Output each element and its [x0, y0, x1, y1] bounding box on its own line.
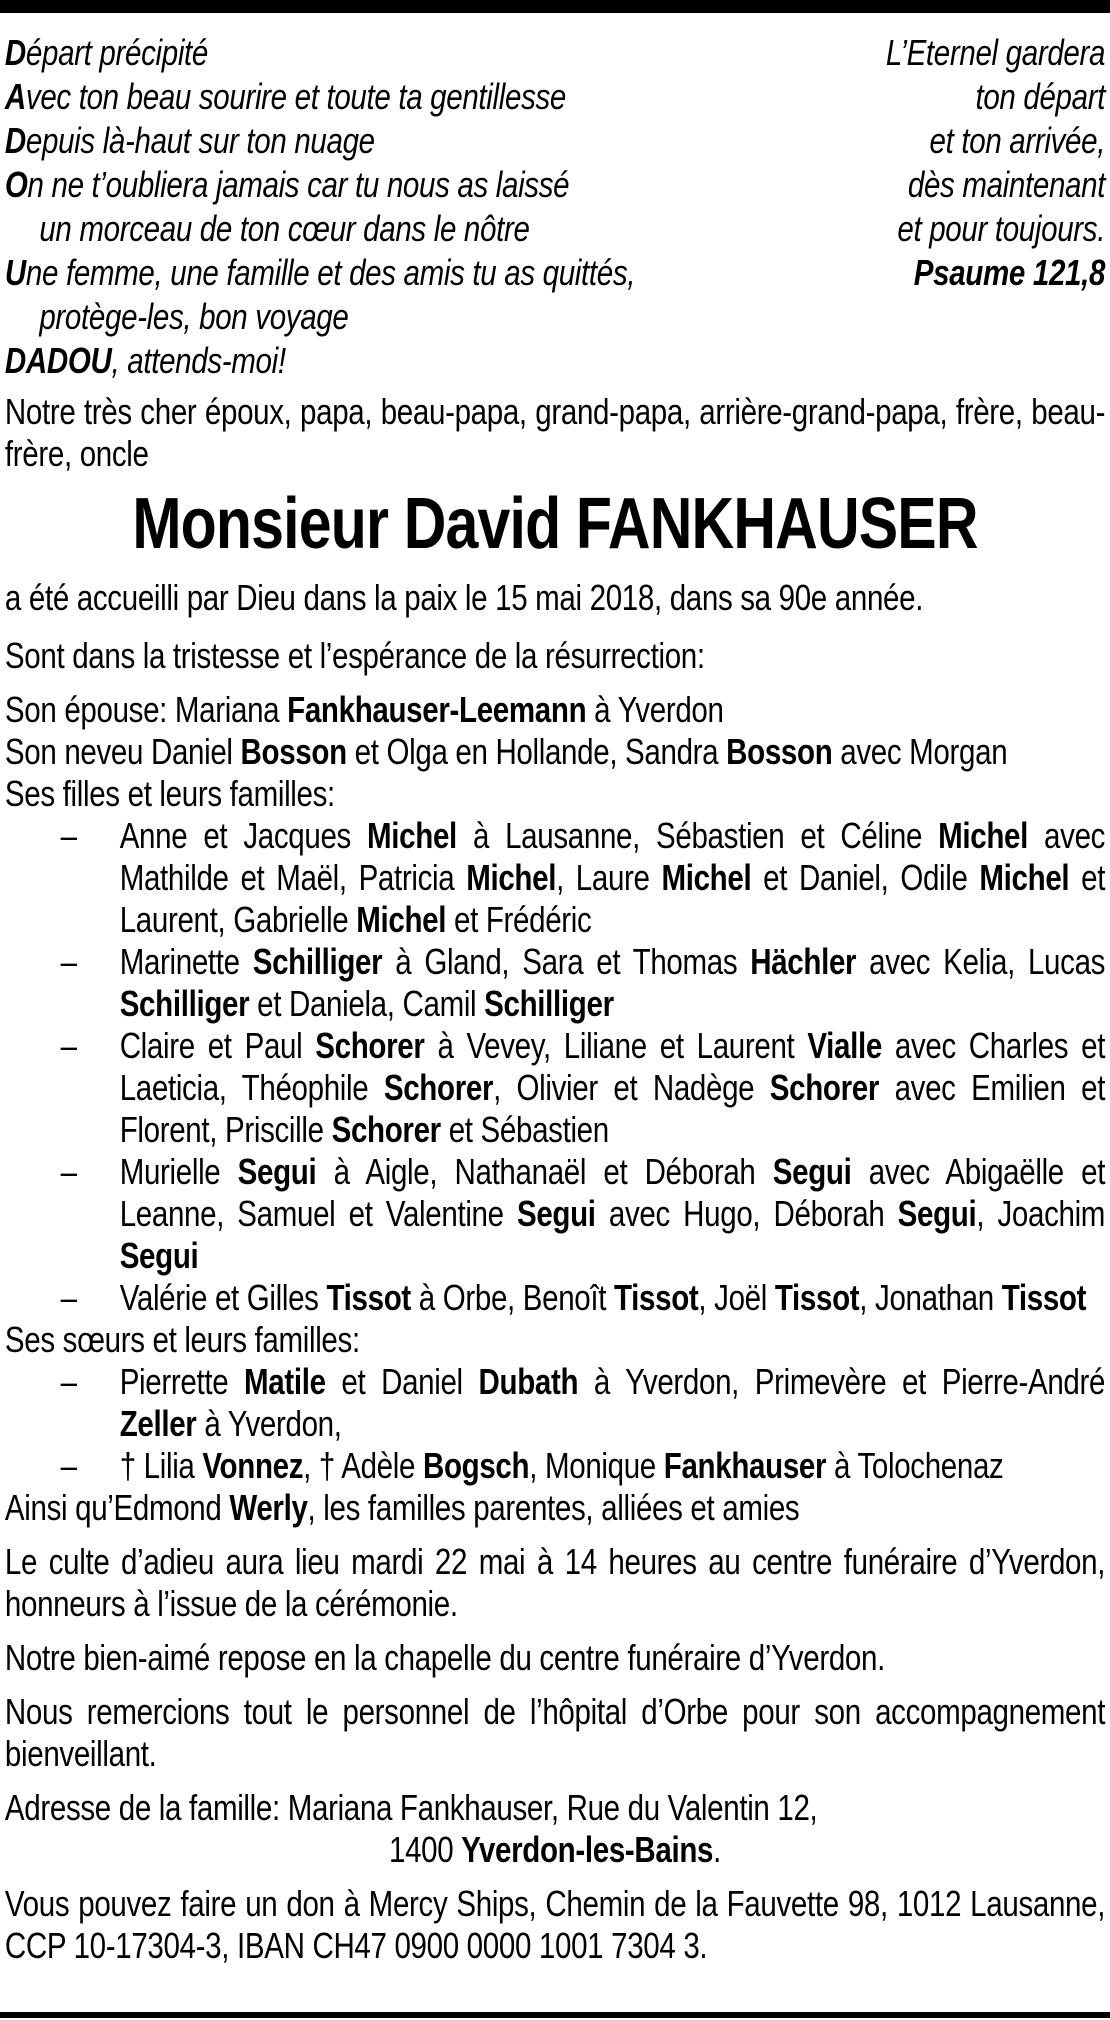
list-item	[5, 941, 1105, 1025]
sisters-heading: Ses sœurs et leurs familles:	[4, 1319, 360, 1360]
death-announcement: a été accueilli par Dieu dans la paix le 15 mai 2018, dans sa 90e année.	[4, 577, 924, 618]
text-segment: avec Kelia, Lucas	[856, 941, 1106, 982]
text-segment: , Monique	[529, 1445, 664, 1486]
deceased-name-title: Monsieur David FANKHAUSER	[132, 484, 978, 564]
text-segment: , attends-moi!	[111, 340, 286, 381]
verse-line	[886, 119, 1105, 163]
text-segment: Bosson	[240, 731, 347, 772]
text-segment: à Gland, Sara et Thomas	[382, 941, 751, 982]
family-address	[5, 1787, 1105, 1871]
list-item	[5, 1361, 1105, 1445]
list-item	[5, 1025, 1105, 1151]
list-item-text	[120, 1151, 1105, 1276]
text-segment: Vialle	[807, 1025, 882, 1066]
verse-line	[886, 75, 1105, 119]
text-segment: D	[4, 120, 26, 161]
list-item-text	[120, 1025, 1105, 1150]
verse-line	[886, 31, 1105, 75]
list-item	[5, 1277, 1105, 1319]
text-segment: avec Morgan	[832, 731, 1008, 772]
list-item	[5, 1445, 1105, 1487]
text-segment: et Olga en Hollande, Sandra	[346, 731, 727, 772]
poem-line	[5, 251, 635, 295]
text-segment: Werly	[229, 1487, 308, 1528]
text-segment: et Daniela, Camil	[249, 983, 485, 1024]
text-segment: Michel	[466, 857, 557, 898]
text-segment: Tissot	[614, 1277, 699, 1318]
text-segment: , Olivier et Nadège	[493, 1067, 770, 1108]
text-segment: avec Emilien et Florent, Priscille	[119, 1067, 1106, 1150]
sheet	[0, 13, 1110, 1967]
ceremony-paragraph: Le culte d’adieu aura lieu mardi 22 mai à 14 heures au centre funéraire d’Yverdon, honneurs à l’issue de la cérémonie.	[4, 1541, 1106, 1624]
text-segment: Fankhauser	[663, 1445, 827, 1486]
text-segment: Schilliger	[484, 983, 614, 1024]
nephew-line	[5, 731, 1105, 773]
text-segment: Murielle	[119, 1151, 238, 1192]
text-segment: un morceau de ton cœur dans le nôtre	[39, 208, 530, 249]
text-segment: O	[4, 164, 28, 205]
text-segment: à Yverdon,	[196, 1403, 342, 1444]
list-item-text	[120, 1361, 1105, 1444]
text-segment: et pour toujours.	[897, 208, 1106, 249]
text-segment: Valérie et Gilles	[119, 1277, 327, 1318]
text-segment: epuis là-haut sur ton nuage	[25, 120, 375, 161]
daughters-list	[5, 815, 1105, 1319]
bullet-dash: –	[60, 1361, 77, 1402]
text-segment: Ainsi qu’Edmond	[4, 1487, 230, 1528]
text-segment: protège-les, bon voyage	[39, 296, 349, 337]
address-line: Adresse de la famille: Mariana Fankhauser, Rue du Valentin 12,	[4, 1787, 818, 1828]
text-segment: à Tolochenaz	[826, 1445, 1004, 1486]
text-segment: Schorer	[769, 1067, 880, 1108]
text-segment: et Daniel, Odile	[751, 857, 980, 898]
text-segment: Michel	[367, 815, 457, 856]
bullet-dash: –	[60, 1445, 77, 1486]
sisters-list	[5, 1361, 1105, 1487]
text-segment: Segui	[237, 1151, 317, 1192]
text-segment: à Aigle, Nathanaël et Déborah	[316, 1151, 773, 1192]
poem-line	[5, 119, 635, 163]
verse-reference	[886, 251, 1105, 295]
family-section	[5, 689, 1105, 1529]
verse-line	[886, 207, 1105, 251]
text-segment: et Sébastien	[440, 1109, 609, 1150]
text-segment: , Joël	[698, 1277, 775, 1318]
list-item	[5, 1151, 1105, 1277]
text-segment: et Laurent, Gabrielle	[119, 857, 1106, 940]
text-segment: à Vevey, Liliane et Laurent	[424, 1025, 808, 1066]
text-segment: Schorer	[315, 1025, 425, 1066]
list-item-text	[120, 941, 1105, 1024]
text-segment: Michel	[356, 899, 447, 940]
poem-line	[5, 75, 635, 119]
poem-line	[5, 207, 635, 251]
text-segment: avec Abigaëlle et Leanne, Samuel et Valentine	[119, 1151, 1106, 1234]
intro-relations: Notre très cher époux, papa, beau-papa, grand-papa, arrière-grand-papa, frère, beau-frère, oncle	[4, 391, 1106, 474]
text-segment: Schorer	[331, 1109, 441, 1150]
text-segment: Claire et Paul	[119, 1025, 316, 1066]
list-item-text	[120, 1277, 1086, 1318]
text-segment: Marinette	[119, 941, 253, 982]
text-segment: avec Charles et Laeticia, Théophile	[119, 1025, 1106, 1108]
text-segment: à Orbe, Benoît	[410, 1277, 615, 1318]
bullet-dash: –	[60, 815, 77, 856]
text-segment: n ne t’oubliera jamais car tu nous as laissé	[27, 164, 570, 205]
text-segment: , † Adèle	[303, 1445, 423, 1486]
list-item	[5, 815, 1105, 941]
address-city-line	[5, 1829, 1105, 1871]
list-item-text	[120, 815, 1105, 940]
text-segment: Tissot	[1001, 1277, 1087, 1318]
text-segment: , Laure	[556, 857, 662, 898]
text-segment: Segui	[516, 1193, 596, 1234]
text-segment: D	[4, 32, 26, 73]
text-segment: épart précipité	[25, 32, 209, 73]
text-segment: Hächler	[750, 941, 857, 982]
donation-paragraph: Vous pouvez faire un don à Mercy Ships, Chemin de la Fauvette 98, 1012 Lausanne, CCP 10-17304-3, IBAN CH47 0900 0000 1001 7304 3.	[4, 1883, 1106, 1966]
text-segment: † Lilia	[119, 1445, 203, 1486]
spouse-line	[5, 689, 1105, 731]
text-segment: A	[4, 76, 26, 117]
poem-line	[5, 295, 635, 339]
text-segment: à Lausanne, Sébastien et Céline	[456, 815, 939, 856]
poem-line	[5, 31, 635, 75]
bottom-rule	[0, 2012, 1110, 2018]
text-segment: Bogsch	[422, 1445, 530, 1486]
text-segment: Yverdon-les-Bains	[461, 1829, 714, 1870]
text-segment: Schilliger	[252, 941, 383, 982]
text-segment: L’Eternel gardera	[885, 32, 1106, 73]
text-segment: Matile	[244, 1361, 326, 1402]
poem-line	[5, 339, 635, 383]
text-segment: , les familles parentes, alliées et amies	[307, 1487, 800, 1528]
text-segment: avec Mathilde et Maël, Patricia	[119, 815, 1106, 898]
bullet-dash: –	[60, 1151, 77, 1192]
text-segment: Anne et Jacques	[119, 815, 368, 856]
text-segment: , Jonathan	[859, 1277, 1002, 1318]
text-segment: vec ton beau sourire et toute ta gentillesse	[25, 76, 567, 117]
obituary-content	[0, 13, 1110, 1967]
list-item-text	[120, 1445, 1004, 1486]
thanks-paragraph: Nous remercions tout le personnel de l’hôpital d’Orbe pour son accompagnement bienveillant.	[4, 1691, 1106, 1774]
text-segment: ne femme, une famille et des amis tu as quittés,	[25, 252, 636, 293]
top-rule	[0, 0, 1110, 13]
text-segment: Segui	[119, 1235, 199, 1276]
text-segment: Son neveu Daniel	[4, 731, 241, 772]
text-segment: U	[4, 252, 26, 293]
text-segment: et ton arrivée,	[929, 120, 1106, 161]
bullet-dash: –	[60, 1277, 77, 1318]
text-segment: ton départ	[975, 76, 1106, 117]
text-segment: Segui	[897, 1193, 977, 1234]
poem-line	[5, 163, 635, 207]
text-segment: Son épouse: Mariana	[4, 689, 288, 730]
daughters-heading: Ses filles et leurs familles:	[4, 773, 335, 814]
text-segment: .	[713, 1829, 722, 1870]
text-segment: DADOU	[4, 340, 112, 381]
text-segment: Tissot	[326, 1277, 411, 1318]
text-segment: Schilliger	[119, 983, 250, 1024]
text-segment: à Yverdon, Primevère et Pierre-André	[578, 1361, 1106, 1402]
extended-family-line	[5, 1487, 1105, 1529]
text-segment: Michel	[661, 857, 752, 898]
text-segment: Bosson	[726, 731, 833, 772]
text-segment: Psaume 121,8	[913, 252, 1106, 293]
text-segment: 1400	[388, 1829, 462, 1870]
text-segment: Zeller	[119, 1403, 197, 1444]
bullet-dash: –	[60, 941, 77, 982]
text-segment: Dubath	[478, 1361, 579, 1402]
text-segment: Segui	[772, 1151, 852, 1192]
text-segment: Tissot	[774, 1277, 860, 1318]
text-segment: Fankhauser-Leemann	[287, 689, 587, 730]
bullet-dash: –	[60, 1025, 77, 1066]
text-segment: Vonnez	[202, 1445, 304, 1486]
epigraph-poem	[5, 31, 635, 383]
text-segment: avec Hugo, Déborah	[595, 1193, 898, 1234]
text-segment: Michel	[979, 857, 1070, 898]
text-segment: Schorer	[383, 1067, 494, 1108]
text-segment: Pierrette	[119, 1361, 245, 1402]
epigraph	[5, 31, 1105, 383]
sorrow-line: Sont dans la tristesse et l’espérance de la résurrection:	[4, 635, 705, 676]
text-segment: à Yverdon	[586, 689, 724, 730]
epigraph-verse	[886, 31, 1105, 383]
text-segment: et Daniel	[325, 1361, 479, 1402]
verse-line	[886, 163, 1105, 207]
text-segment: et Frédéric	[446, 899, 592, 940]
text-segment: , Joachim	[976, 1193, 1106, 1234]
repose-paragraph: Notre bien-aimé repose en la chapelle du centre funéraire d’Yverdon.	[4, 1637, 885, 1678]
text-segment: Michel	[938, 815, 1029, 856]
text-segment: dès maintenant	[907, 164, 1106, 205]
